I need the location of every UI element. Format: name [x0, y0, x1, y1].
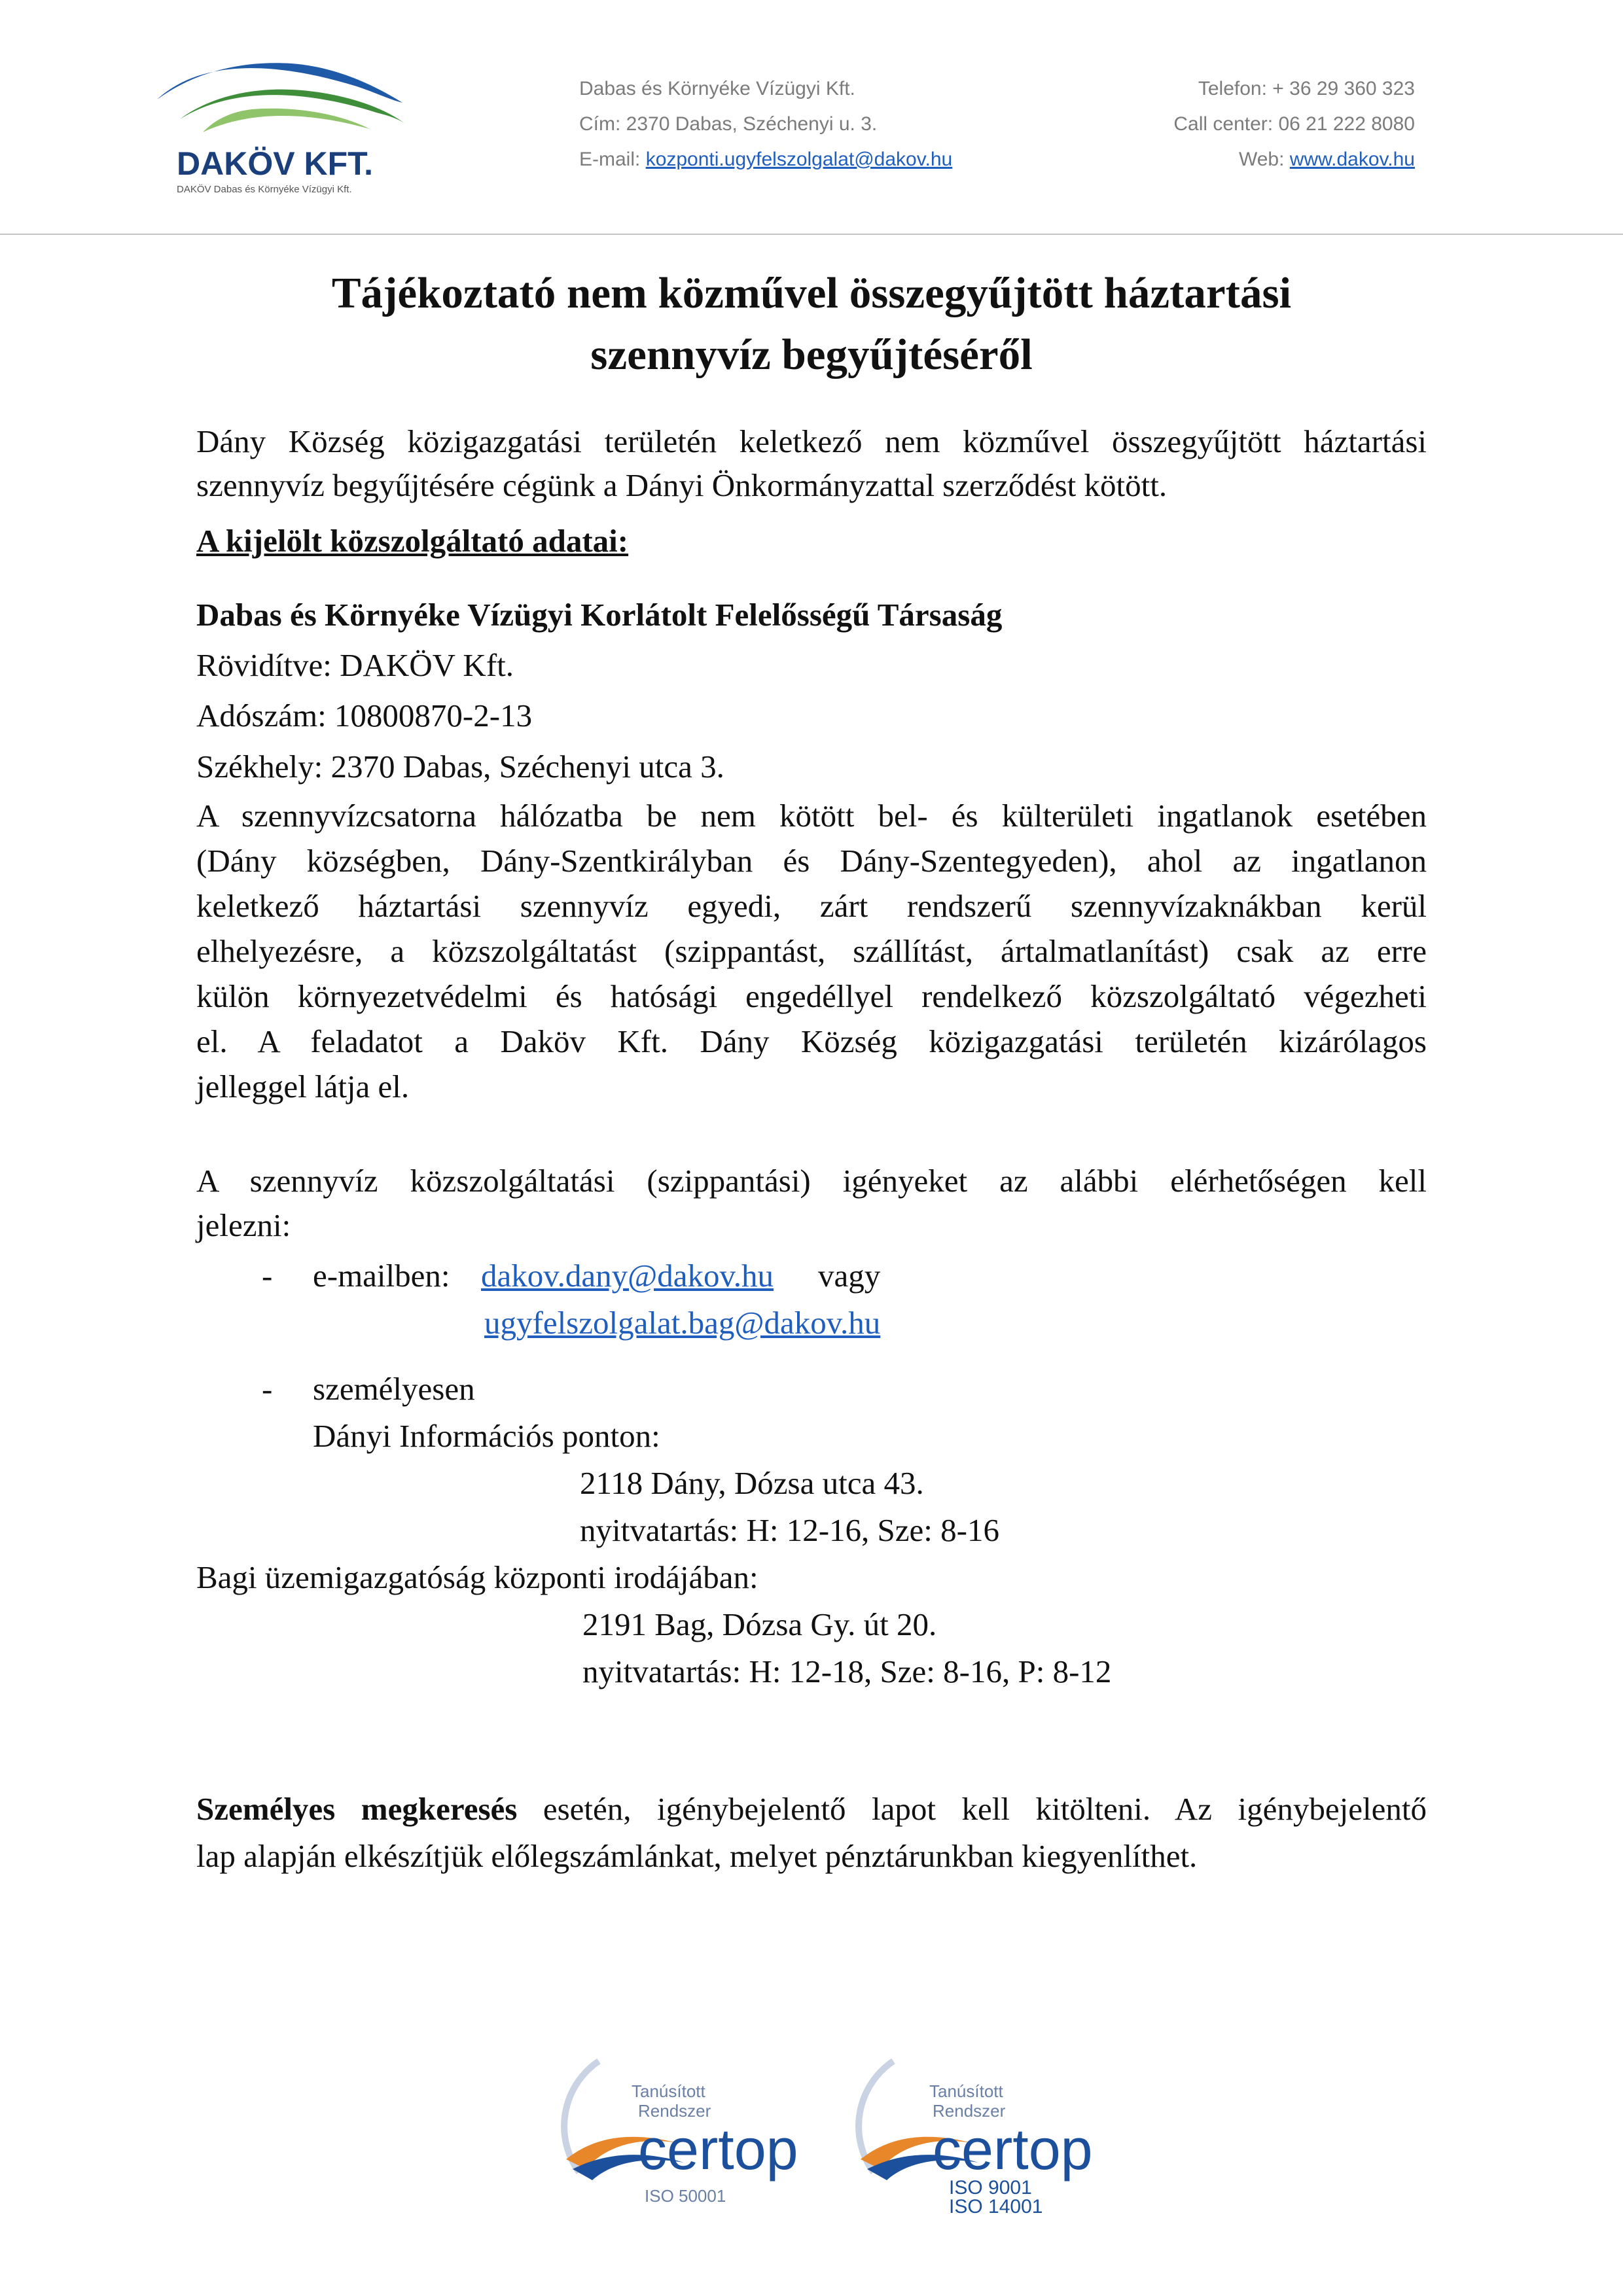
email-label: e-mailben: [313, 1258, 450, 1294]
paragraph-line: jelleggel látja el. [196, 1069, 410, 1104]
svg-text:ISO 14001: ISO 14001 [949, 2196, 1043, 2217]
svg-text:Rendszer: Rendszer [933, 2101, 1006, 2121]
intro-line1: Dány Község közigazgatási területén keletkező nem közművel összegyűjtött háztartási [196, 423, 1427, 459]
paragraph-line: A szennyvízcsatorna hálózatba be nem kötött bel- és külterületi ingatlanok esetében [196, 798, 1427, 834]
paragraph-line: keletkező háztartási szennyvíz egyedi, zárt rendszerű szennyvízaknákban kerül [196, 888, 1427, 924]
provider-seat: Székhely: 2370 Dabas, Széchenyi utca 3. [196, 749, 724, 785]
svg-text:Rendszer: Rendszer [638, 2101, 711, 2121]
svg-text:DAKÖV KFT.: DAKÖV KFT. [177, 145, 373, 182]
header-call-center: Call center: 06 21 222 8080 [1173, 113, 1415, 135]
paragraph-line: elhelyezésre, a közszolgáltatást (szippantást, szállítást, ártalmatlanítást) csak az erre [196, 933, 1427, 969]
personal-label: személyesen [313, 1371, 475, 1407]
certop-iso9001-14001-logo [834, 2035, 1122, 2218]
header-phone: Telefon: + 36 29 360 323 [1198, 78, 1415, 99]
paragraph-line: külön környezetvédelmi és hatósági engedéllyel rendelkező közszolgáltató végezheti [196, 978, 1427, 1014]
provider-short: Rövidítve: DAKÖV Kft. [196, 647, 514, 683]
svg-text:ISO 50001: ISO 50001 [645, 2186, 726, 2206]
page-title-line2: szennyvíz begyűjtéséről [590, 330, 1033, 379]
closing-line1: Személyes megkeresés esetén, igénybejelentő lapot kell kitölteni. Az igénybejelentő [196, 1791, 1427, 1827]
header-address: Cím: 2370 Dabas, Széchenyi u. 3. [579, 113, 878, 135]
bullet-dash: - [262, 1258, 273, 1294]
bag-office-label: Bagi üzemigazgatóság központi irodájában: [196, 1559, 758, 1595]
header-web-line: Web: www.dakov.hu [1238, 149, 1415, 170]
header-web-link[interactable]: www.dakov.hu [1289, 149, 1415, 170]
info-address: 2118 Dány, Dózsa utca 43. [580, 1465, 924, 1501]
page-title-line1: Tájékoztató nem közművel összegyűjtött háztartási [331, 269, 1292, 317]
paragraph-line: el. A feladatot a Daköv Kft. Dány Község közigazgatási területén kizárólagos [196, 1023, 1427, 1059]
certop-iso50001-logo [540, 2035, 828, 2218]
request-line1: A szennyvíz közszolgáltatási (szippantási) igényeket az alábbi elérhetőségen kell [196, 1163, 1427, 1199]
provider-tax: Adószám: 10800870-2-13 [196, 698, 533, 733]
provider-name: Dabas és Környéke Vízügyi Korlátolt Felelősségű Társaság [196, 597, 1003, 633]
header-email-line: E-mail: kozponti.ugyfelszolgalat@dakov.hu [579, 149, 953, 170]
email-link-dany[interactable]: dakov.dany@dakov.hu [481, 1258, 774, 1294]
svg-text:ISO 9001: ISO 9001 [949, 2177, 1032, 2199]
paragraph-line: (Dány községben, Dány-Szentkirályban és Dány-Szentegyeden), ahol az ingatlanon [196, 843, 1427, 879]
header-email-link[interactable]: kozponti.ugyfelszolgalat@dakov.hu [645, 149, 953, 170]
info-point-label: Dányi Információs ponton: [313, 1418, 660, 1454]
svg-text:Tanúsított: Tanúsított [632, 2081, 705, 2101]
svg-text:certop: certop [638, 2117, 798, 2181]
intro-line2: szennyvíz begyűjtésére cégünk a Dányi Önkormányzattal szerződést kötött. [196, 467, 1168, 503]
email-link-bag[interactable]: ugyfelszolgalat.bag@dakov.hu [484, 1305, 881, 1341]
bag-address: 2191 Bag, Dózsa Gy. út 20. [582, 1606, 937, 1642]
header-divider [0, 234, 1623, 235]
svg-text:Tanúsított: Tanúsított [929, 2081, 1003, 2101]
header-company: Dabas és Környéke Vízügyi Kft. [579, 78, 855, 99]
dakov-logo [141, 41, 416, 209]
svg-text:certop: certop [933, 2117, 1093, 2181]
bullet-dash: - [262, 1371, 273, 1407]
svg-text:DAKÖV Dabas és Környéke Vízügy: DAKÖV Dabas és Környéke Vízügyi Kft. [177, 184, 352, 195]
info-hours: nyitvatartás: H: 12-16, Sze: 8-16 [580, 1512, 999, 1548]
email-or: vagy [818, 1258, 881, 1294]
request-line2: jelezni: [196, 1207, 291, 1243]
closing-line2: lap alapján elkészítjük előlegszámlánkat, melyet pénztárunkban kiegyenlíthet. [196, 1838, 1198, 1874]
bag-hours: nyitvatartás: H: 12-18, Sze: 8-16, P: 8-12 [582, 1653, 1112, 1689]
provider-heading: A kijelölt közszolgáltató adatai: [196, 523, 629, 559]
